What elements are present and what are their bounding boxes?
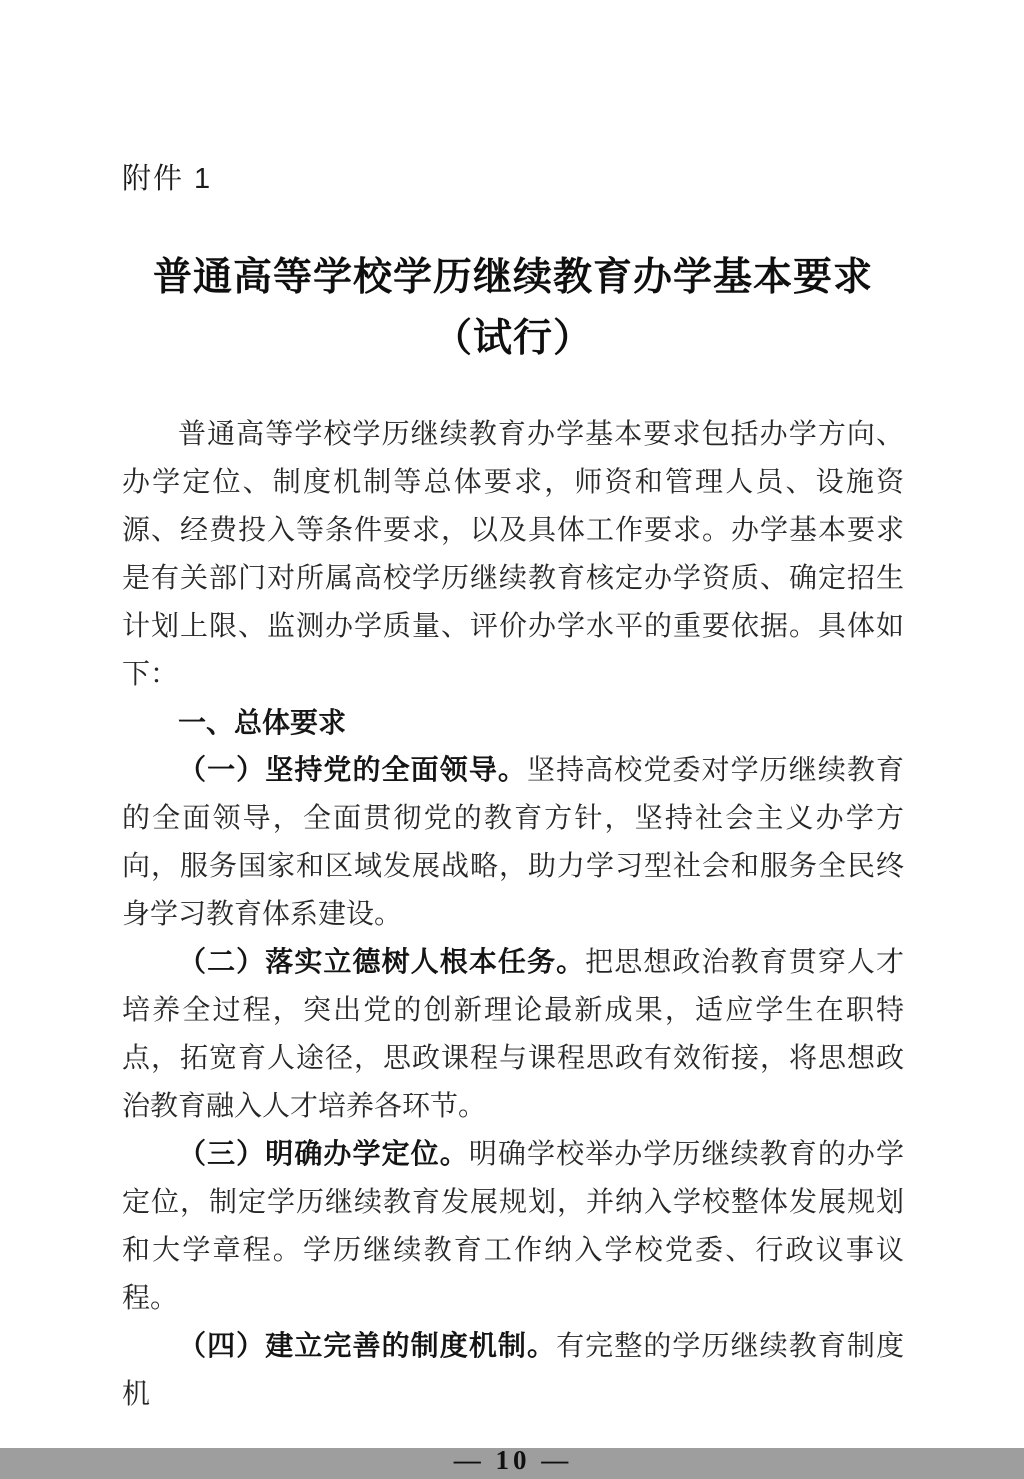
clause-4-lead: （四）建立完善的制度机制。	[178, 1331, 557, 1362]
section-heading-1: 一、总体要求	[178, 707, 347, 738]
intro-paragraph: 普通高等学校学历继续教育办学基本要求包括办学方向、办学定位、制度机制等总体要求，师资和管理人员、设施资源、经费投入等条件要求，以及具体工作要求。办学基本要求是有关部门对所属高校学历继续教育核定办学资质、确定招生计划上限、监测办学质量、评价办学水平的重要依据。具体如下：	[122, 419, 904, 690]
clause-3-text: 明确学校举办学历继续教育的办学定位，制定学历继续教育发展规划，并纳入学校整体发展规划和大学章程。学历继续教育工作纳入学校党委、行政议事议程。	[122, 1139, 904, 1314]
document-title	[122, 247, 904, 369]
clause-paragraph-2	[122, 939, 904, 1131]
clause-2-lead: （二）落实立德树人根本任务。	[178, 947, 586, 978]
clause-1-lead: （一）坚持党的全面领导。	[178, 755, 527, 786]
document-title-line-1: 普通高等学校学历继续教育办学基本要求	[152, 256, 873, 299]
clause-3-lead: （三）明确办学定位。	[178, 1139, 469, 1170]
clause-paragraph-3	[122, 1131, 904, 1323]
clause-2-text: 把思想政治教育贯穿人才培养全过程，突出党的创新理论最新成果，适应学生在职特点，拓宽育人途径，思政课程与课程思政有效衔接，将思想政治教育融入人才培养各环节。	[122, 947, 904, 1122]
clause-paragraph-1	[122, 747, 904, 939]
clause-1-text: 坚持高校党委对学历继续教育的全面领导，全面贯彻党的教育方针，坚持社会主义办学方向，服务国家和区域发展战略，助力学习型社会和服务全民终身学习教育体系建设。	[122, 755, 904, 930]
document-body	[122, 411, 904, 1419]
document-title-line-2: （试行）	[432, 317, 593, 360]
attachment-label: 附件 1	[122, 163, 213, 195]
page-number: — 10 —	[453, 1445, 573, 1475]
clause-paragraph-4	[122, 1323, 904, 1419]
clause-4-text: 有完整的学历继续教育制度机	[122, 1331, 904, 1410]
